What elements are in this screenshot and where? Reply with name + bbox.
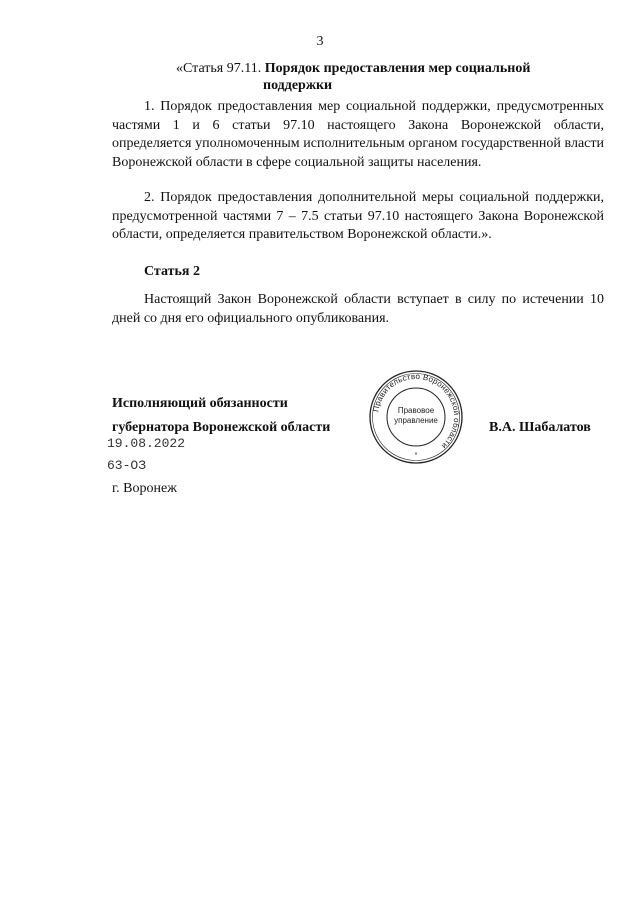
article-2-heading: Статья 2: [144, 264, 200, 279]
law-number: 63-ОЗ: [107, 458, 147, 473]
seal-outer-text: Правительство Воронежской области: [371, 371, 462, 451]
city: г. Воронеж: [112, 481, 177, 496]
article-title-line1: Порядок предоставления мер социальной: [264, 61, 531, 76]
seal-inner-line1: Правовое: [397, 406, 435, 415]
law-date: 19.08.2022: [107, 436, 186, 451]
article-97-11-heading: [176, 60, 576, 94]
paragraph-1: 1. Порядок предоставления мер социальной поддержки, предусмотренных частями 1 и 6 статьи 97.10 настоящего Закона Воронежской области, определяется уполномоченным исполнительным органом государственной власти Воронежской области в сфере социальной защиты населения.: [112, 99, 604, 170]
page-number: 3: [316, 34, 324, 49]
official-seal-stamp: [368, 369, 464, 465]
signatory-name: В.А. Шабалатов: [489, 420, 591, 435]
seal-inner-line2: управление: [394, 416, 438, 425]
seal-star: *: [414, 452, 418, 459]
signatory-position-line1: Исполняющий обязанности: [112, 396, 288, 411]
signatory-position-line2: губернатора Воронежской области: [112, 420, 331, 435]
article-title-line2: поддержки: [263, 78, 333, 93]
paragraph-2: 2. Порядок предоставления дополнительной меры социальной поддержки, предусмотренной частями 7 – 7.5 статьи 97.10 настоящего Закона Воронежской области, определяется правительством Воронежской области.».: [112, 190, 604, 242]
article-2-text: Настоящий Закон Воронежской области вступает в силу по истечении 10 дней со дня его официального опубликования.: [112, 292, 604, 326]
article-prefix: «Статья 97.11.: [176, 61, 262, 76]
